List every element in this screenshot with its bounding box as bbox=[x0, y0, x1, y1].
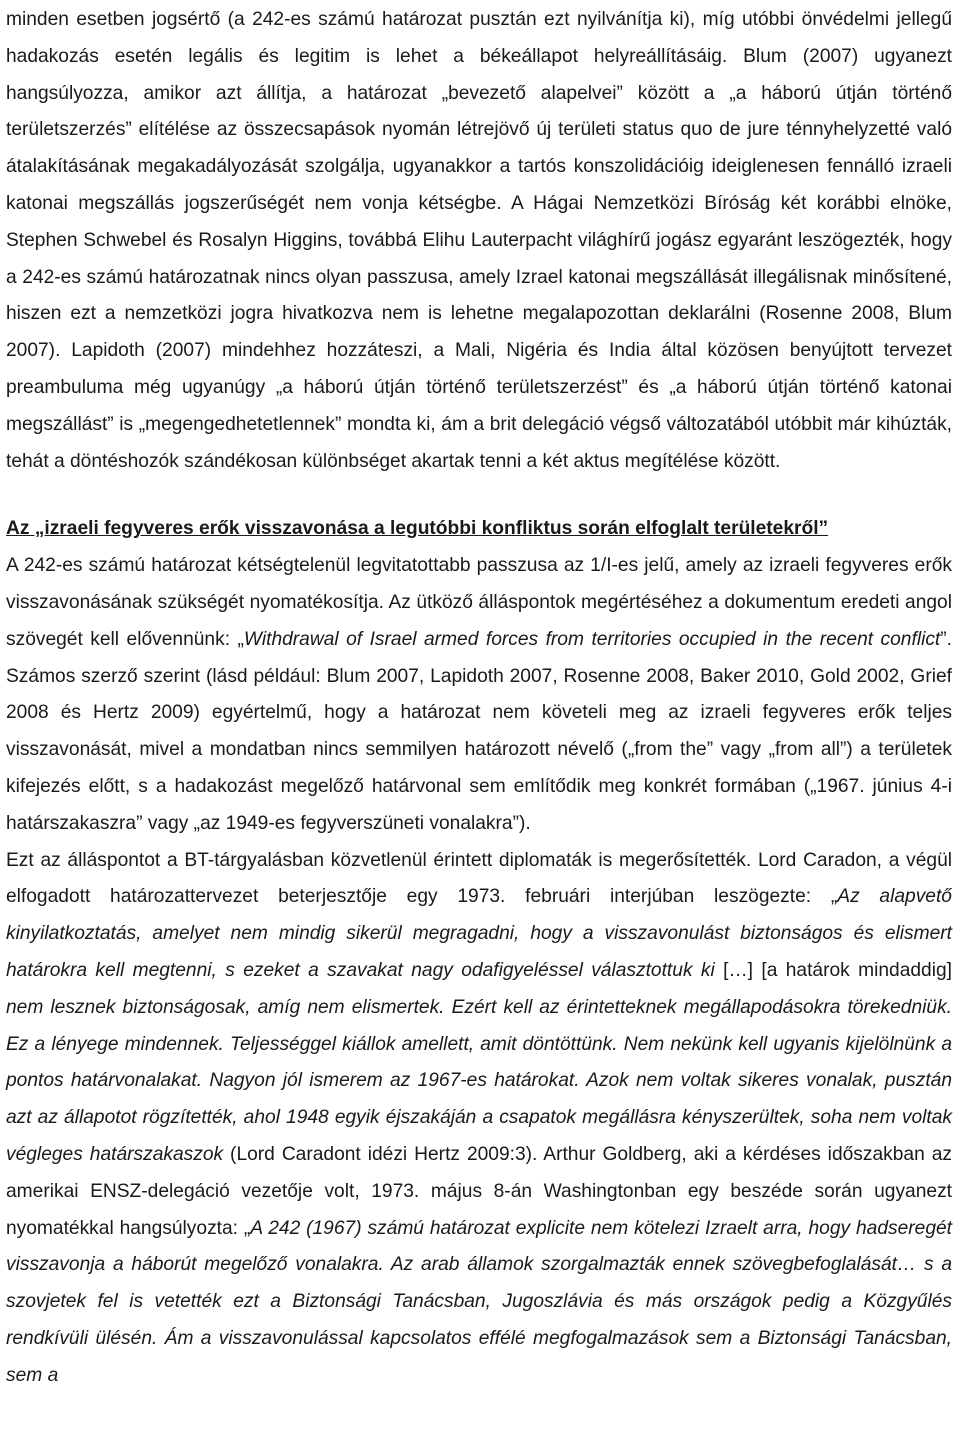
paragraph-intro bbox=[6, 2, 952, 480]
paragraph-diplomats-text-2: […] [a határok mindaddig] bbox=[714, 959, 952, 981]
paragraph-diplomats-quote-3: A 242 (1967) számú határozat explicite nem kötelezi Izraelt arra, hogy hadseregét visszavonja a háborút megelőző vonalakra. Az arab államok szorgalmazták ennek szövegbefoglalását… s a szovjetek fel is vetették ezt a Biztonsági Tanácsban, Jugoszlávia és más országok pedig a Közgyűlés rendkívüli ülésén. Ám a visszavonulással kapcsolatos effélé megfogalmazások sem a Biztonsági Tanácsban, sem a bbox=[6, 1217, 952, 1386]
paragraph-diplomats-quote-1: Az alapvető kinyilatkoztatás, amelyet nem mindig sikerül megragadni, hogy a visszavonulást biztonságos és elismert határokra kell megtenni, s ezeket a szavakat nagy odafigyeléssel választottuk ki bbox=[6, 886, 952, 981]
paragraph-diplomats-text-3: (Lord Caradont idézi Hertz 2009:3). Arthur Goldberg, aki a kérdéses időszakban az amerikai ENSZ-delegáció vezetője volt, 1973. május 8-án Washingtonban egy beszéde során ugyanezt nyomatékkal hangsúlyozta: „ bbox=[6, 1143, 952, 1239]
paragraph-withdrawal-quote: Withdrawal of Israel armed forces from territories occupied in the recent conflict bbox=[243, 628, 941, 650]
paragraph-diplomats-text-1: Ezt az álláspontot a BT-tárgyalásban közvetlenül érintett diplomaták is megerősítették. Lord Caradon, a végül elfogadott határozattervezet beterjesztője egy 1973. februári interjúban leszögezte: „ bbox=[6, 849, 952, 908]
section-spacer bbox=[6, 480, 952, 511]
paragraph-withdrawal-text-1: A 242-es számú határozat kétségtelenül legvitatottabb passzusa az 1/I-es jelű, amely az izraeli fegyveres erők visszavonásának szükségét nyomatékosítja. Az ütköző álláspontok megértéséhez a dokumentum eredeti angol szövegét kell elővennünk: „ bbox=[6, 555, 952, 650]
paragraph-withdrawal-text-2: ”. Számos szerző szerint (lásd például: Blum 2007, Lapidoth 2007, Rosenne 2008, Baker 2010, Gold 2002, Grief 2008 és Hertz 2009) egyértelmű, hogy a határozat nem követeli meg az izraeli fegyveres erők teljes visszavonását, mivel a mondatban nincs semmilyen határozott névelő („from the” vagy „from all”) a területek kifejezés előtt, s a hadakozást megelőző határvonal sem említődik meg konkrét formában („1967. június 4-i határszakaszra” vagy „az 1949-es fegyverszüneti vonalakra”). bbox=[6, 628, 952, 834]
section-heading: Az „izraeli fegyveres erők visszavonása a legutóbbi konfliktus során elfoglalt területekről” bbox=[6, 518, 829, 540]
paragraph-diplomats-quote-2: nem lesznek biztonságosak, amíg nem elismertek. Ezért kell az érintetteknek megállapodásokra törekedniük. Ez a lényege mindennek. Teljességgel kiállok amellett, amit döntöttünk. Nem nekünk kell ugyanis kijelölnünk a pontos határvonalakat. Nagyon jól ismerem az 1967-es határokat. Azok nem voltak sikeres vonalak, pusztán azt az állapotot rögzítették, ahol 1948 egyik éjszakáján a csapatok megállásra kényszerültek, soha nem voltak végleges határszakaszok bbox=[6, 996, 952, 1165]
paragraph-withdrawal bbox=[6, 548, 952, 842]
paragraph-diplomats bbox=[6, 843, 952, 1395]
paragraph-intro-text: minden esetben jogsértő (a 242-es számú határozat pusztán ezt nyilvánítja ki), míg utóbbi önvédelmi jellegű hadakozás esetén legális és legitim is lehet a békeállapot helyreállításáig. Blum (2007) ugyanezt hangsúlyozza, amikor azt állítja, a határozat „bevezető alapelvei” között a „a háború útján történő területszerzés” elítélése az összecsapások nyomán létrejövő új területi status quo de jure ténnyhelyzetté való átalakításának megakadályozását szolgálja, ugyanakkor a tartós konszolidációig ideiglenesen fennálló izraeli katonai megszállás jogszerűségét nem vonja kétségbe. A Hágai Nemzetközi Bíróság két korábbi elnöke, Stephen Schwebel és Rosalyn Higgins, továbbá Elihu Lauterpacht világhírű jogász egyaránt leszögezték, hogy a 242-es számú határozatnak nincs olyan passzusa, amely Izrael katonai megszállását illegálisnak minősítené, hiszen ezt a nemzetközi jogra hivatkozva nem is lehetne megalapozottan deklarálni (Rosenne 2008, Blum 2007). Lapidoth (2007) mindehhez hozzáteszi, a Mali, Nigéria és India által közösen benyújtott tervezet preambuluma még ugyanúgy „a háború útján történő területszerzést” és „a háború útján történő katonai megszállást” is „megengedhetetlennek” mondta ki, ám a brit delegáció végső változatából utóbbit már kihúzták, tehát a döntéshozók szándékosan különbséget akartak tenni a két aktus megítélése között. bbox=[6, 9, 952, 472]
